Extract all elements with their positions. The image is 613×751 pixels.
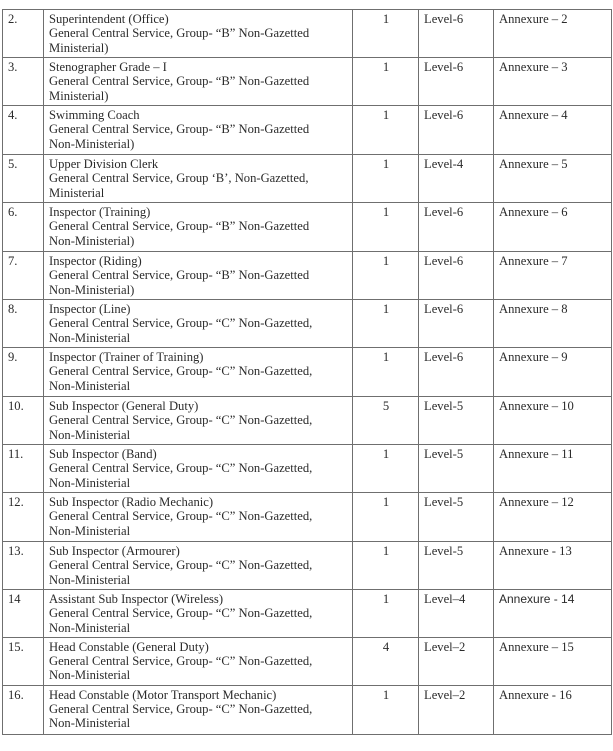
post-cell [44, 637, 353, 685]
post-classification: Non-Ministerial [49, 716, 131, 731]
serial-number-cell [3, 685, 44, 734]
pay-level-cell [419, 397, 494, 445]
serial-number: 8. [8, 302, 18, 316]
annexure-cell [494, 106, 612, 155]
vacancy-count: 1 [382, 254, 390, 268]
pay-level-cell [419, 542, 494, 590]
vacancy-count-cell [353, 106, 419, 155]
pay-level-cell [419, 348, 494, 397]
annexure-reference: Annexure – 10 [499, 399, 574, 413]
serial-number-cell [3, 300, 44, 348]
post-classification: Ministerial [49, 185, 105, 200]
post-title: Inspector (Trainer of Training) [49, 350, 204, 364]
serial-number-cell [3, 58, 44, 106]
serial-number: 10. [8, 399, 24, 413]
pay-level-cell [419, 637, 494, 685]
post-classification: Non-Ministerial) [49, 282, 135, 297]
pay-level-cell [419, 685, 494, 734]
table-row [3, 685, 612, 734]
serial-number: 9. [8, 350, 18, 364]
pay-level-cell [419, 300, 494, 348]
vacancy-count-cell [353, 493, 419, 542]
vacancy-count-cell [353, 348, 419, 397]
post-classification: Non-Ministerial [49, 668, 131, 683]
serial-number-cell [3, 637, 44, 685]
table-row [3, 106, 612, 155]
vacancy-count: 1 [382, 108, 390, 122]
post-classification: Non-Ministerial [49, 475, 131, 490]
post-service-description: General Central Service, Group- “B” Non-Gazetted [49, 219, 310, 234]
serial-number: 5. [8, 157, 18, 171]
table-row [3, 252, 612, 300]
pay-level-cell [419, 203, 494, 252]
annexure-reference: Annexure – 9 [499, 350, 568, 364]
post-cell [44, 348, 353, 397]
post-title: Stenographer Grade – I [49, 60, 167, 74]
annexure-reference: Annexure – 6 [499, 205, 568, 219]
posts-table [2, 9, 612, 735]
post-classification: Non-Ministerial [49, 523, 131, 538]
annexure-reference: Annexure - 16 [499, 687, 572, 702]
post-classification: Non-Ministerial [49, 427, 131, 442]
annexure-reference: Annexure – 7 [499, 254, 568, 268]
annexure-cell [494, 637, 612, 685]
serial-number-cell [3, 348, 44, 397]
vacancy-count-cell [353, 10, 419, 58]
vacancy-count: 1 [382, 350, 390, 364]
serial-number-cell [3, 106, 44, 155]
post-service-description: General Central Service, Group- “C” Non-Gazetted, [49, 654, 313, 669]
serial-number: 16. [8, 687, 24, 702]
vacancy-count-cell [353, 685, 419, 734]
pay-level-cell [419, 58, 494, 106]
post-cell [44, 397, 353, 445]
pay-level: Level–4 [424, 592, 466, 606]
post-cell [44, 445, 353, 493]
post-title: Inspector (Line) [49, 302, 131, 316]
post-title: Sub Inspector (Band) [49, 447, 157, 461]
pay-level-cell [419, 106, 494, 155]
annexure-cell [494, 348, 612, 397]
annexure-reference: Annexure – 12 [499, 495, 574, 509]
post-cell [44, 300, 353, 348]
table-row [3, 10, 612, 58]
post-title: Head Constable (General Duty) [49, 639, 209, 654]
pay-level-cell [419, 493, 494, 542]
post-classification: Non-Ministerial [49, 378, 131, 393]
post-service-description: General Central Service, Group- “B” Non-Gazetted [49, 268, 310, 283]
vacancy-count: 1 [382, 687, 390, 702]
post-title: Upper Division Clerk [49, 157, 159, 171]
vacancy-count: 1 [382, 205, 390, 219]
post-classification: Ministerial) [49, 40, 109, 55]
vacancy-count: 1 [382, 544, 390, 558]
post-cell [44, 493, 353, 542]
post-classification: Non-Ministerial) [49, 233, 135, 248]
pay-level: Level-6 [424, 108, 464, 122]
post-service-description: General Central Service, Group- “B” Non-Gazetted [49, 74, 310, 89]
serial-number-cell [3, 397, 44, 445]
pay-level: Level-5 [424, 447, 464, 461]
annexure-cell [494, 58, 612, 106]
serial-number-cell [3, 590, 44, 638]
pay-level: Level-6 [424, 205, 464, 219]
post-cell [44, 252, 353, 300]
annexure-reference: Annexure – 3 [499, 60, 568, 74]
post-title: Sub Inspector (Armourer) [49, 544, 180, 558]
post-cell [44, 203, 353, 252]
serial-number-cell [3, 252, 44, 300]
post-service-description: General Central Service, Group- “C” Non-Gazetted, [49, 558, 313, 573]
post-classification: Ministerial) [49, 88, 109, 103]
serial-number: 2. [8, 12, 18, 26]
annexure-reference: Annexure – 15 [499, 639, 574, 654]
vacancy-count: 1 [382, 12, 390, 26]
annexure-reference: Annexure - 14 [499, 592, 575, 606]
annexure-cell [494, 397, 612, 445]
post-cell [44, 685, 353, 734]
serial-number: 13. [8, 544, 24, 558]
pay-level: Level-5 [424, 495, 464, 509]
annexure-reference: Annexure – 5 [499, 157, 568, 171]
post-service-description: General Central Service, Group ‘B’, Non-Gazetted, [49, 171, 309, 186]
annexure-cell [494, 300, 612, 348]
post-service-description: General Central Service, Group- “C” Non-Gazetted, [49, 364, 313, 379]
serial-number: 12. [8, 495, 24, 509]
serial-number-cell [3, 155, 44, 203]
serial-number-cell [3, 542, 44, 590]
vacancy-count: 1 [382, 60, 390, 74]
serial-number: 7. [8, 254, 18, 268]
pay-level: Level-5 [424, 399, 464, 413]
post-service-description: General Central Service, Group- “C” Non-Gazetted, [49, 606, 313, 621]
annexure-cell [494, 155, 612, 203]
table-row [3, 590, 612, 638]
post-title: Sub Inspector (Radio Mechanic) [49, 495, 214, 509]
pay-level-cell [419, 445, 494, 493]
serial-number-cell [3, 10, 44, 58]
posts-table-body [3, 10, 612, 735]
annexure-cell [494, 590, 612, 638]
pay-level: Level-5 [424, 544, 464, 558]
vacancy-count: 4 [382, 639, 390, 654]
post-service-description: General Central Service, Group- “C” Non-Gazetted, [49, 316, 313, 331]
post-classification: Non-Ministerial [49, 330, 131, 345]
table-row [3, 58, 612, 106]
pay-level: Level–2 [424, 639, 466, 654]
serial-number: 14 [8, 592, 21, 606]
annexure-reference: Annexure – 11 [499, 447, 574, 461]
vacancy-count: 1 [382, 495, 390, 509]
serial-number-cell [3, 203, 44, 252]
pay-level-cell [419, 10, 494, 58]
annexure-cell [494, 685, 612, 734]
post-cell [44, 155, 353, 203]
annexure-cell [494, 493, 612, 542]
post-cell [44, 106, 353, 155]
vacancy-count: 1 [382, 157, 390, 171]
table-row [3, 155, 612, 203]
serial-number-cell [3, 493, 44, 542]
serial-number: 15. [8, 639, 24, 654]
serial-number: 11. [8, 447, 24, 461]
pay-level: Level-6 [424, 254, 464, 268]
annexure-reference: Annexure – 8 [499, 302, 568, 316]
pay-level: Level-6 [424, 60, 464, 74]
pay-level-cell [419, 252, 494, 300]
vacancy-count-cell [353, 252, 419, 300]
serial-number: 4. [8, 108, 18, 122]
post-service-description: General Central Service, Group- “C” Non-Gazetted, [49, 413, 313, 428]
post-title: Head Constable (Motor Transport Mechanic) [49, 687, 277, 702]
annexure-reference: Annexure – 2 [499, 12, 568, 26]
post-title: Sub Inspector (General Duty) [49, 399, 199, 413]
post-cell [44, 590, 353, 638]
post-classification: Non-Ministerial [49, 620, 131, 635]
table-row [3, 445, 612, 493]
vacancy-count-cell [353, 155, 419, 203]
post-service-description: General Central Service, Group- “C” Non-Gazetted, [49, 509, 313, 524]
pay-level: Level-4 [424, 157, 464, 171]
vacancy-count: 1 [382, 447, 390, 461]
table-row [3, 493, 612, 542]
post-classification: Non-Ministerial [49, 572, 131, 587]
table-row [3, 542, 612, 590]
vacancy-count-cell [353, 637, 419, 685]
serial-number: 3. [8, 60, 18, 74]
vacancy-count-cell [353, 300, 419, 348]
post-cell [44, 542, 353, 590]
table-row [3, 348, 612, 397]
serial-number: 6. [8, 205, 18, 219]
pay-level: Level-6 [424, 302, 464, 316]
annexure-cell [494, 252, 612, 300]
post-title: Swimming Coach [49, 108, 140, 122]
vacancy-count: 1 [382, 592, 390, 606]
table-row [3, 397, 612, 445]
vacancy-count-cell [353, 397, 419, 445]
annexure-cell [494, 10, 612, 58]
post-service-description: General Central Service, Group- “B” Non-Gazetted [49, 26, 310, 41]
vacancy-count-cell [353, 58, 419, 106]
post-title: Superintendent (Office) [49, 12, 169, 26]
annexure-reference: Annexure - 13 [499, 544, 572, 558]
pay-level-cell [419, 590, 494, 638]
post-title: Assistant Sub Inspector (Wireless) [49, 592, 224, 606]
post-title: Inspector (Training) [49, 205, 151, 219]
table-row [3, 300, 612, 348]
post-service-description: General Central Service, Group- “C” Non-Gazetted, [49, 702, 313, 717]
serial-number-cell [3, 445, 44, 493]
table-row [3, 637, 612, 685]
pay-level: Level–2 [424, 687, 466, 702]
vacancy-count: 5 [382, 399, 390, 413]
vacancy-count: 1 [382, 302, 390, 316]
post-cell [44, 10, 353, 58]
post-title: Inspector (Riding) [49, 254, 142, 268]
vacancy-count-cell [353, 542, 419, 590]
post-service-description: General Central Service, Group- “C” Non-Gazetted, [49, 461, 313, 476]
annexure-reference: Annexure – 4 [499, 108, 568, 122]
annexure-cell [494, 542, 612, 590]
pay-level: Level-6 [424, 350, 464, 364]
annexure-cell [494, 203, 612, 252]
post-classification: Non-Ministerial) [49, 136, 135, 151]
vacancy-count-cell [353, 590, 419, 638]
vacancy-count-cell [353, 203, 419, 252]
vacancy-count-cell [353, 445, 419, 493]
annexure-cell [494, 445, 612, 493]
pay-level: Level-6 [424, 12, 464, 26]
post-service-description: General Central Service, Group- “B” Non-Gazetted [49, 122, 310, 137]
pay-level-cell [419, 155, 494, 203]
table-row [3, 203, 612, 252]
post-cell [44, 58, 353, 106]
